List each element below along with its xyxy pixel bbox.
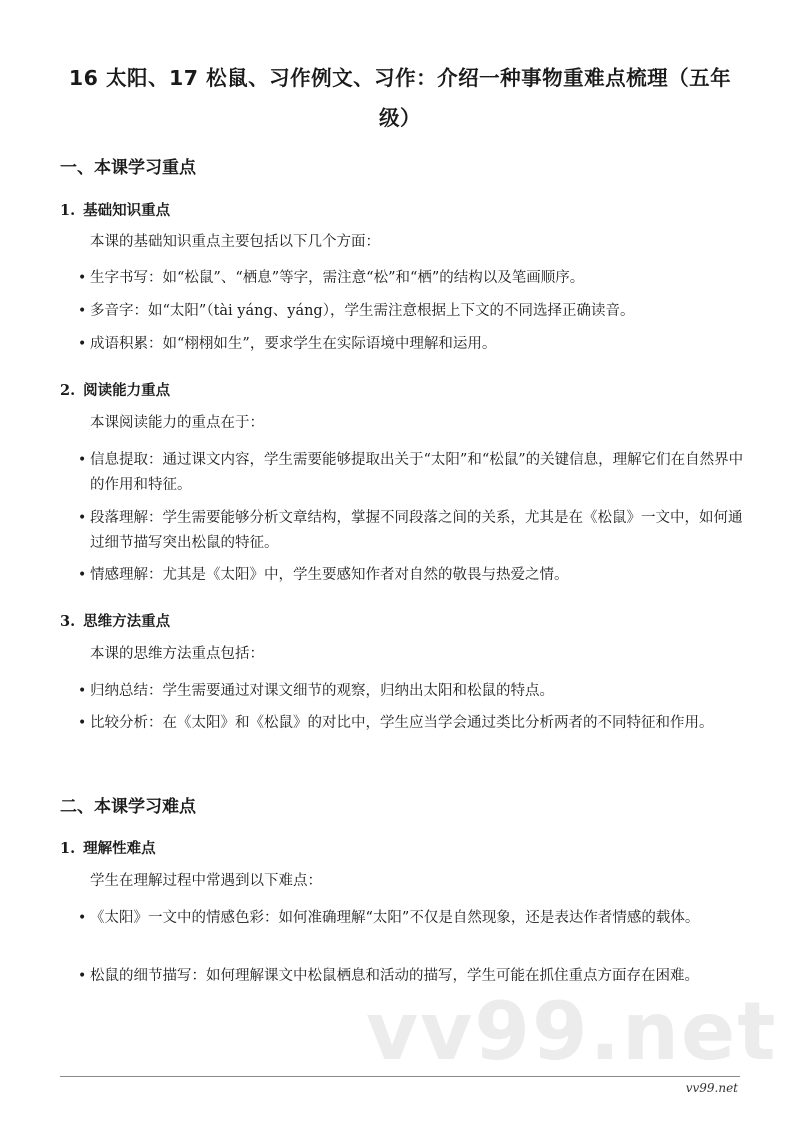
bullet-icon: • [78, 683, 87, 699]
subsection-title: 理解性难点 [83, 841, 156, 857]
bullet-icon: • [78, 303, 87, 319]
list-item [78, 711, 756, 736]
list-item-text: 比较分析：在《太阳》和《松鼠》的对比中，学生应当学会通过类比分析两者的不同特征和作用。 [90, 715, 714, 731]
list-item-text: 段落理解：学生需要能够分析文章结构，掌握不同段落之间的关系，尤其是在《松鼠》一文中，如何通过细节描写突出松鼠的特征。 [90, 510, 743, 551]
list-item [78, 299, 756, 324]
bullet-icon: • [78, 910, 87, 926]
list-item-text: 生字书写：如“松鼠”、“栖息”等字，需注意“松”和“栖”的结构以及笔画顺序。 [90, 270, 585, 286]
list-item [78, 266, 756, 291]
section-heading-key-points: 一、本课学习重点 [60, 158, 196, 178]
subsection-number: 1. [60, 202, 76, 219]
list-item-text: 情感理解：尤其是《太阳》中，学生要感知作者对自然的敬畏与热爱之情。 [90, 567, 569, 583]
bullet-icon: • [78, 336, 87, 352]
bullet-icon: • [78, 715, 87, 731]
list-item-text: 《太阳》一文中的情感色彩：如何准确理解“太阳”不仅是自然现象，还是表达作者情感的载体。 [90, 910, 700, 926]
subsection-intro: 本课阅读能力的重点在于： [90, 415, 264, 431]
subsection-title: 阅读能力重点 [83, 383, 171, 399]
section-heading-difficulties: 二、本课学习难点 [60, 797, 196, 817]
list-item-text: 松鼠的细节描写：如何理解课文中松鼠栖息和活动的描写，学生可能在抓住重点方面存在困难。 [90, 968, 699, 984]
list-item [78, 506, 756, 556]
subsection-intro: 学生在理解过程中常遇到以下难点： [90, 873, 322, 889]
list-item [78, 448, 756, 498]
subsection-number: 1. [60, 840, 76, 857]
bullet-icon: • [78, 452, 87, 468]
subsection-number: 2. [60, 382, 76, 399]
bullet-icon: • [78, 968, 87, 984]
footer-divider [60, 1076, 740, 1077]
list-item-text: 多音字：如“太阳”（tài yáng、yáng），学生需注意根据上下文的不同选择正确读音。 [90, 303, 635, 319]
list-item [78, 679, 756, 704]
subsection-number: 3. [60, 613, 76, 630]
footer-site-label: vv99.net [685, 1081, 738, 1095]
list-item [78, 332, 756, 357]
list-item [78, 563, 756, 588]
subsection-heading-thinking-methods [60, 611, 170, 633]
document-title: 16 太阳、17 松鼠、习作例文、习作：介绍一种事物重难点梳理（五年级） [68, 66, 732, 130]
watermark: vv99.net [366, 985, 778, 1078]
bullet-icon: • [78, 510, 87, 526]
subsection-heading-basic-knowledge [60, 200, 170, 222]
bullet-icon: • [78, 567, 87, 583]
subsection-heading-comprehension-difficulties [60, 838, 156, 860]
subsection-intro: 本课的基础知识重点主要包括以下几个方面： [90, 234, 380, 250]
subsection-intro: 本课的思维方法重点包括： [90, 646, 264, 662]
subsection-title: 基础知识重点 [83, 203, 171, 219]
list-item [78, 906, 756, 931]
list-item-text: 成语积累：如“栩栩如生”，要求学生在实际语境中理解和运用。 [90, 336, 497, 352]
subsection-heading-reading-ability [60, 380, 170, 402]
list-item-text: 归纳总结：学生需要通过对课文细节的观察，归纳出太阳和松鼠的特点。 [90, 683, 554, 699]
subsection-title: 思维方法重点 [83, 614, 171, 630]
list-item-text: 信息提取：通过课文内容，学生需要能够提取出关于“太阳”和“松鼠”的关键信息，理解它们在自然界中的作用和特征。 [90, 452, 744, 493]
bullet-icon: • [78, 270, 87, 286]
